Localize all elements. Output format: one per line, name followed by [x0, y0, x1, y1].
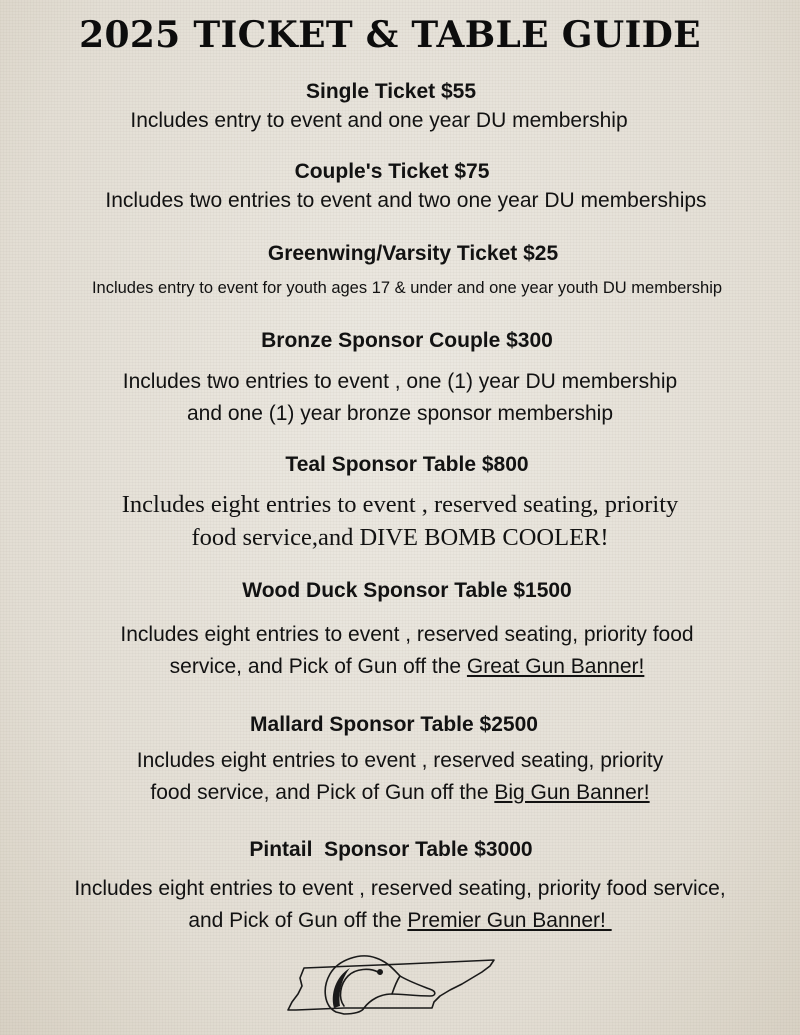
desc-line: Includes entry to event and one year DU membership	[130, 109, 628, 132]
tier-wood-duck-name: Wood Duck Sponsor Table $1500	[242, 579, 572, 602]
tier-pintail-name: Pintail Sponsor Table $3000	[249, 838, 533, 861]
page-title: 2025 TICKET & TABLE GUIDE	[79, 14, 701, 56]
tier-wood-duck-desc	[7, 619, 800, 683]
tier-couple-name: Couple's Ticket $75	[294, 160, 490, 183]
big-gun-banner-link[interactable]: Big Gun Banner!	[494, 781, 650, 804]
desc-line: Includes entry to event for youth ages 17 & under and one year youth DU membership	[91, 279, 723, 297]
tier-greenwing-name: Greenwing/Varsity Ticket $25	[267, 242, 559, 265]
tier-couple-desc	[6, 185, 800, 217]
tier-mallard-desc	[0, 745, 800, 809]
great-gun-banner-link[interactable]: Great Gun Banner!	[466, 655, 645, 678]
desc-line: and one (1) year bronze sponsor membership	[186, 402, 614, 425]
tier-single-name: Single Ticket $55	[305, 80, 477, 103]
desc-line: food service,and DIVE BOMB COOLER!	[191, 524, 609, 551]
premier-gun-banner-link[interactable]: Premier Gun Banner!	[407, 909, 612, 932]
desc-text: service, and Pick of Gun off the	[169, 655, 467, 678]
desc-line: Includes two entries to event and two one year DU memberships	[105, 189, 707, 212]
desc-line	[0, 905, 800, 937]
desc-line: Includes two entries to event , one (1) year DU membership	[122, 370, 678, 393]
desc-text: and Pick of Gun off the	[188, 909, 408, 932]
desc-line: Includes eight entries to event , reserved seating, priority food	[120, 623, 694, 646]
desc-line: Includes eight entries to event , reserved seating, priority	[136, 749, 664, 772]
tier-mallard-name: Mallard Sponsor Table $2500	[250, 713, 538, 736]
tier-teal-name: Teal Sponsor Table $800	[285, 453, 529, 476]
tier-bronze-name: Bronze Sponsor Couple $300	[261, 329, 553, 352]
tier-greenwing-desc	[7, 272, 800, 304]
tier-teal-desc	[0, 488, 800, 554]
desc-line	[0, 777, 800, 809]
desc-text: food service, and Pick of Gun off the	[150, 781, 495, 804]
desc-line	[7, 651, 800, 683]
tier-bronze-desc	[0, 366, 800, 430]
tier-pintail-desc	[0, 873, 800, 937]
tier-single-desc	[0, 105, 779, 137]
tennessee-du-duck-head-icon	[284, 948, 496, 1016]
desc-line: Includes eight entries to event , reserved seating, priority	[121, 491, 679, 518]
desc-line: Includes eight entries to event , reserved seating, priority food service,	[74, 877, 726, 900]
